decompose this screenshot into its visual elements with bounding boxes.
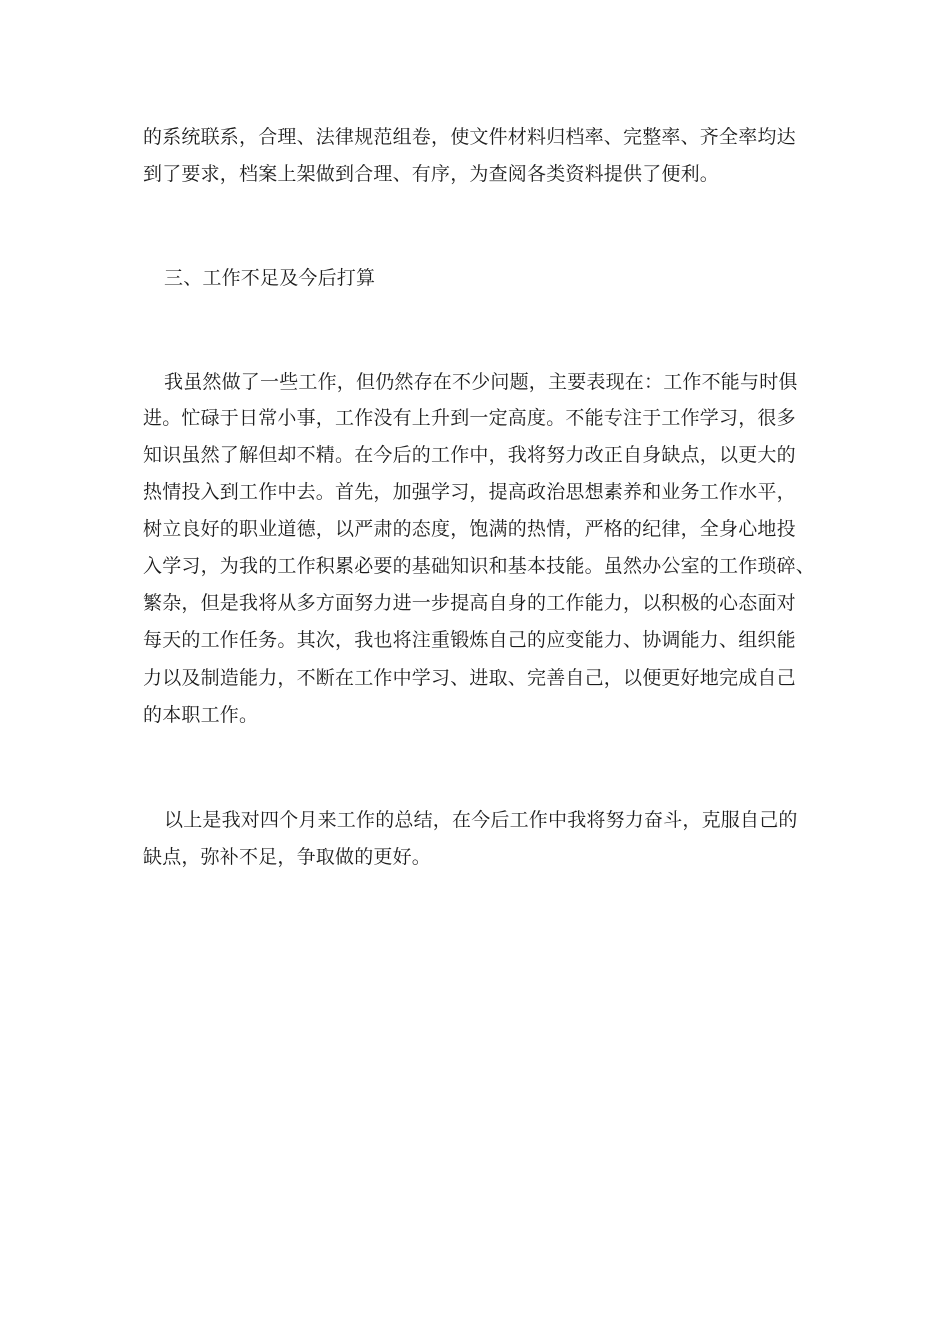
paragraph-line: 入学习，为我的工作积累必要的基础知识和基本技能。虽然办公室的工作琐碎、 — [143, 555, 816, 577]
paragraph-line: 的系统联系，合理、法律规范组卷，使文件材料归档率、完整率、齐全率均达 — [143, 126, 796, 148]
paragraph-line: 繁杂，但是我将从多方面努力进一步提高自身的工作能力，以积极的心态面对 — [143, 592, 796, 614]
paragraph-line: 进。忙碌于日常小事，工作没有上升到一定高度。不能专注于工作学习，很多 — [143, 407, 796, 429]
paragraph-line: 到了要求，档案上架做到合理、有序，为查阅各类资料提供了便利。 — [143, 163, 720, 185]
paragraph-line: 的本职工作。 — [143, 704, 259, 726]
paragraph-line: 缺点，弥补不足，争取做的更好。 — [143, 846, 432, 868]
paragraph-line: 以上是我对四个月来工作的总结，在今后工作中我将努力奋斗，克服自己的 — [164, 809, 798, 831]
section-heading: 三、工作不足及今后打算 — [164, 267, 376, 289]
paragraph-line: 力以及制造能力，不断在工作中学习、进取、完善自己，以便更好地完成自己 — [143, 667, 796, 689]
paragraph-line: 知识虽然了解但却不精。在今后的工作中，我将努力改正自身缺点，以更大的 — [143, 444, 796, 466]
paragraph-line: 我虽然做了一些工作，但仍然存在不少问题，主要表现在：工作不能与时俱 — [164, 371, 798, 393]
paragraph-line: 热情投入到工作中去。首先，加强学习，提高政治思想素养和业务工作水平， — [143, 481, 796, 503]
paragraph-line: 树立良好的职业道德，以严肃的态度，饱满的热情，严格的纪律，全身心地投 — [143, 518, 796, 540]
paragraph-line: 每天的工作任务。其次，我也将注重锻炼自己的应变能力、协调能力、组织能 — [143, 629, 796, 651]
